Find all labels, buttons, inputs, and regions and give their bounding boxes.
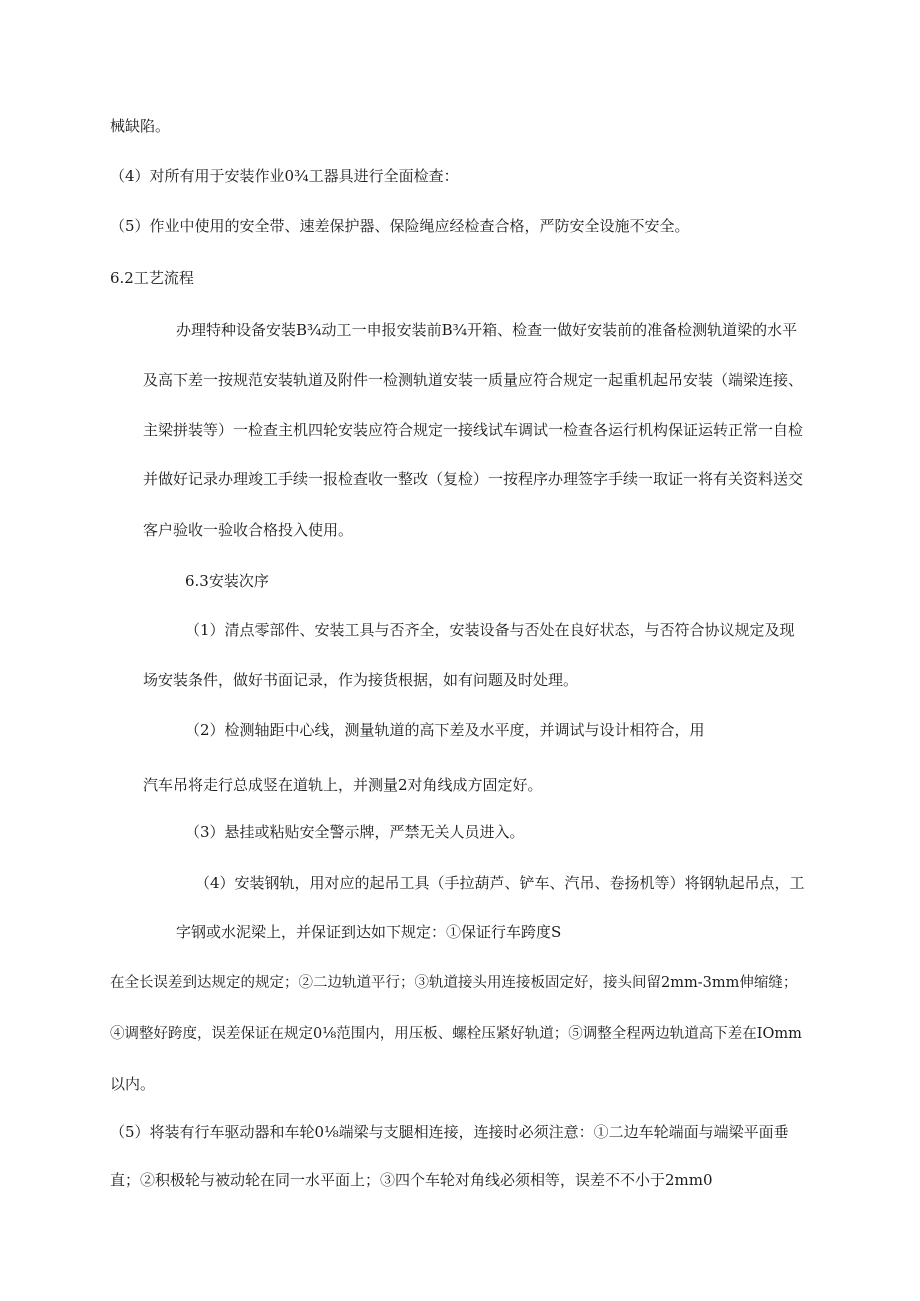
text-line-02: （4）对所有用于安装作业0¾工器具进行全面检查： (110, 167, 459, 185)
text-line-17: 字钢或水泥梁上，并保证到达如下规定：①保证行车跨度S (176, 923, 562, 941)
text-line-01: 械缺陷。 (110, 117, 171, 135)
section-heading-6-3: 6.3安装次序 (185, 572, 269, 590)
text-line-19: ④调整好跨度，误差保证在规定0⅛范围内，用压板、螺栓压紧好轨道；⑤调整全程两边轨道高下差在IOmm (110, 1026, 802, 1042)
text-line-14: 汽车吊将走行总成竖在道轨上，并测量2对角线成方固定好。 (143, 776, 543, 794)
text-line-03: （5）作业中使用的安全带、速差保护器、保险绳应经检查合格，严防安全设施不安全。 (110, 217, 690, 235)
section-heading-6-2: 6.2工艺流程 (110, 269, 194, 287)
text-line-16: （4）安装钢轨，用对应的起吊工具（手拉葫芦、铲车、汽吊、卷扬机等）将钢轨起吊点，工 (195, 874, 805, 892)
text-line-06: 及高下差一按规范安装轨道及附件一检测轨道安装一质量应符合规定一起重机起吊安装（端梁连接、 (143, 371, 804, 389)
text-line-11: （1）清点零部件、安装工具与否齐全，安装设备与否处在良好状态，与否符合协议规定及现 (185, 621, 795, 639)
text-line-15: （3）悬挂或粘贴安全警示牌，严禁无关人员进入。 (185, 823, 525, 841)
text-line-05: 办理特种设备安装B¾动工一申报安装前B¾开箱、检查一做好安装前的准备检测轨道梁的水平 (176, 321, 798, 339)
text-line-20: 以内。 (110, 1075, 156, 1093)
text-line-13: （2）检测轴距中心线，测量轨道的高下差及水平度，并调试与设计相符合，用 (185, 721, 705, 739)
text-line-22: 直；②积极轮与被动轮在同一水平面上；③四个车轮对角线必须相等，误差不不小于2mm0 (110, 1171, 713, 1189)
text-line-18: 在全长误差到达规定的规定；②二边轨道平行；③轨道接头用连接板固定好，接头间留2mm-3mm伸缩缝； (110, 975, 798, 991)
text-line-08: 并做好记录办理竣工手续一报检查收一整改（复检）一按程序办理签字手续一取证一将有关资料送交 (143, 470, 804, 488)
text-line-09: 客户验收一验收合格投入使用。 (143, 521, 354, 539)
text-line-21: （5）将装有行车驱动器和车轮0⅛端梁与支腿相连接，连接时必须注意：①二边车轮端面与端梁平面垂 (110, 1123, 789, 1141)
text-line-07: 主梁拼装等）一检查主机四轮安装应符合规定一接线试车调试一检查各运行机构保证运转正常一自检 (143, 421, 804, 439)
text-line-12: 场安装条件，做好书面记录，作为接货根据，如有问题及时处理。 (143, 671, 579, 689)
